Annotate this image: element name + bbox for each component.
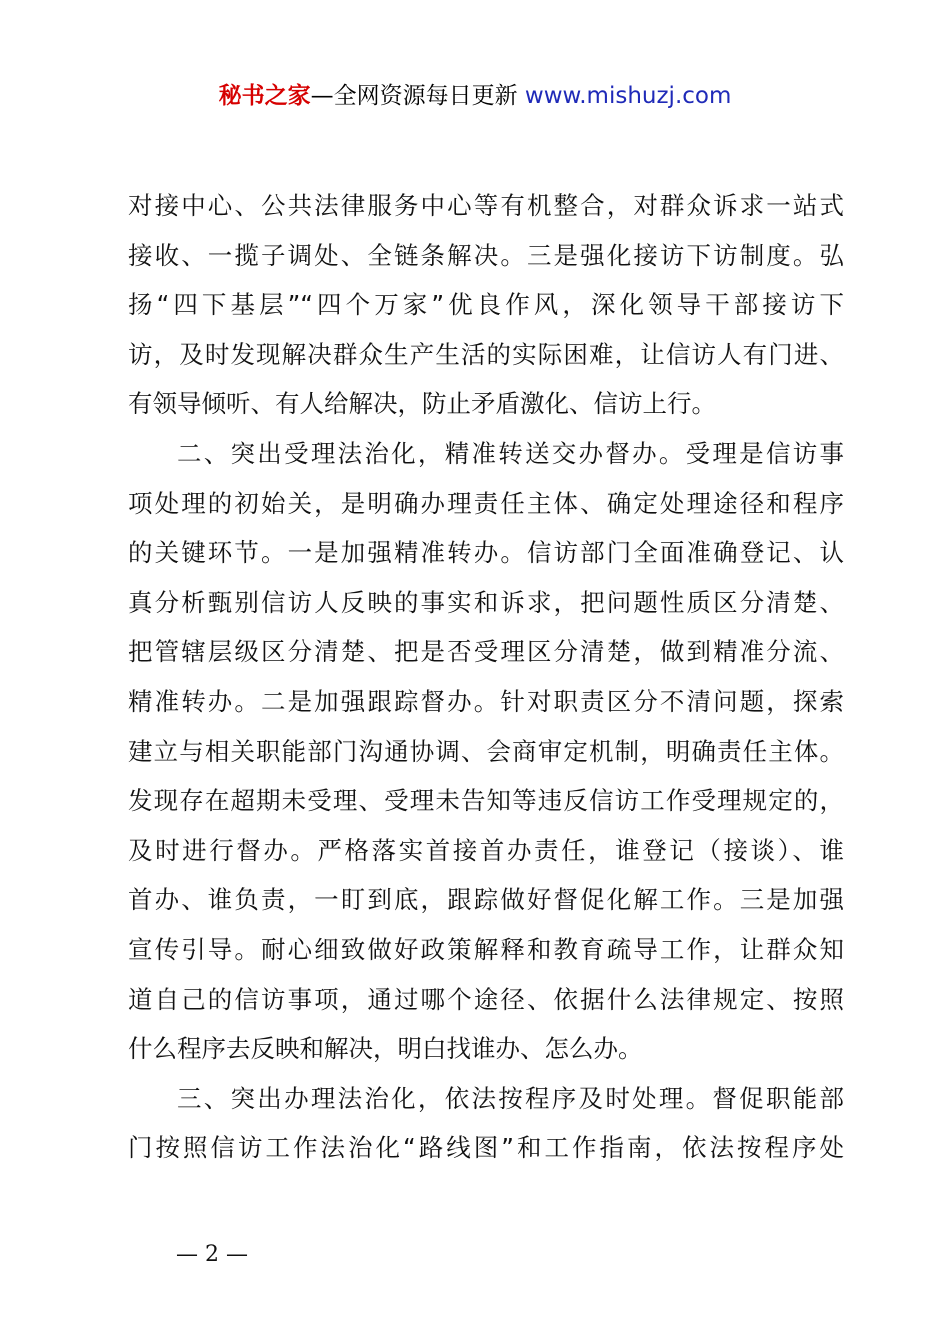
text-line: 发现存在超期未受理、受理未告知等违反信访工作受理规定的， [128,786,844,816]
text-line: 扬“四下基层”“四个万家”优良作风，深化领导干部接访下 [128,290,844,320]
text-line: 道自己的信访事项，通过哪个途径、依据什么法律规定、按照 [128,984,844,1014]
text-line: 建立与相关职能部门沟通协调、会商审定机制，明确责任主体。 [128,736,844,766]
text-line: 项处理的初始关，是明确办理责任主体、确定处理途径和程序 [128,488,844,518]
text-line: 什么程序去反映和解决，明白找谁办、怎么办。 [128,1034,643,1064]
section-heading-line: 二、突出受理法治化，精准转送交办督办。受理是信访事 [177,438,844,468]
page-number: — 2 — [176,1242,248,1267]
text-line: 有领导倾听、有人给解决，防止矛盾激化、信访上行。 [128,389,716,419]
text-line: 的关键环节。一是加强精准转办。信访部门全面准确登记、认 [128,538,844,568]
text-line: 真分析甄别信访人反映的事实和诉求，把问题性质区分清楚、 [128,587,844,617]
text-line: 接收、一揽子调处、全链条解决。三是强化接访下访制度。弘 [128,240,844,270]
document-body [128,181,844,1173]
text-line: 及时进行督办。严格落实首接首办责任，谁登记（接谈）、谁 [128,835,844,865]
text-line: 门按照信访工作法治化“路线图”和工作指南，依法按程序处 [128,1133,844,1163]
brand-name: 秘书之家 [218,83,311,109]
header-tagline: —全网资源每日更新 [310,83,518,109]
text-line: 首办、谁负责，一盯到底，跟踪做好督促化解工作。三是加强 [128,885,844,915]
text-line: 精准转办。二是加强跟踪督办。针对职责区分不清问题，探索 [128,686,844,716]
text-line: 把管辖层级区分清楚、把是否受理区分清楚，做到精准分流、 [128,637,844,667]
site-url-link[interactable]: www.mishuzj.com [524,83,732,109]
site-header [0,78,950,114]
text-line: 访，及时发现解决群众生产生活的实际困难，让信访人有门进、 [128,339,844,369]
section-heading-line: 三、突出办理法治化，依法按程序及时处理。督促职能部 [177,1083,844,1113]
text-line: 对接中心、公共法律服务中心等有机整合，对群众诉求一站式 [128,191,844,220]
text-line: 宣传引导。耐心细致做好政策解释和教育疏导工作，让群众知 [128,934,844,964]
